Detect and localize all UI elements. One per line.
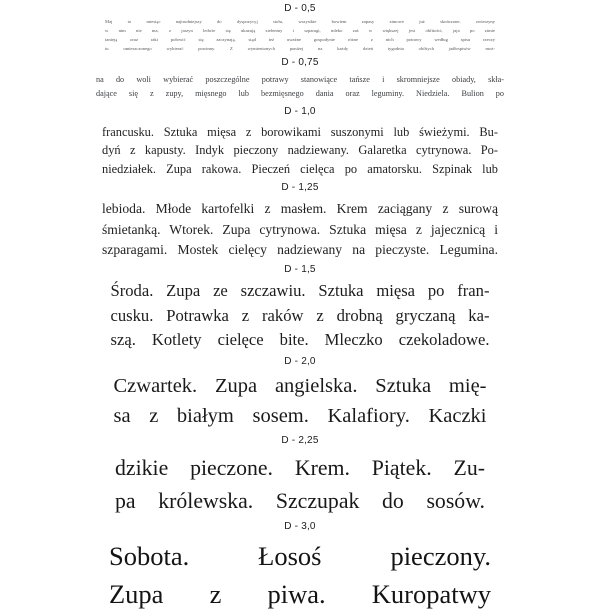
text-line: Maj to miesiąc najtrudniejszy do dyspozycyj stołu, wszystkie bowiem zapasy zimowe już skończone, zwierzyny: [105, 19, 495, 24]
scale-label-0-75: D - 0,75: [281, 56, 319, 68]
text-line: niedziałek. Zupa rakowa. Pieczeń cielęca po amatorsku. Szpinak lub: [102, 161, 498, 176]
text-line: Zupa z piwa. Kuropatwy: [109, 578, 491, 609]
text-line: Sobota. Łosoś pieczony.: [109, 540, 491, 571]
text-line: w nim nie ma, z jarzyn ledwie się ukazują zieleniny i szparagi, mleko zaś w większej jest obfitości, jaja po zimie: [105, 27, 495, 33]
body-text-2-25: [115, 452, 485, 518]
scale-label-1-5: D - 1,5: [284, 263, 316, 275]
body-text-1-0: [102, 123, 498, 179]
text-line: francusku. Sztuka mięsa z borowikami suszonymi lub świeżymi. Bu-: [102, 124, 498, 139]
text-line: tanieją oraz raki połowić się zaczynają, stąd też uważne gospodynie różne z nich potrawy według spisu rzeczy: [105, 36, 495, 42]
text-line: lebioda. Młode kartofelki z masłem. Krem zaciągany z surową: [102, 201, 498, 217]
text-line: Środa. Zupa ze szczawiu. Sztuka mięsa po fran-: [110, 280, 490, 300]
text-line: śmietanką. Wtorek. Zupa cytrynowa. Sztuka mięsa z jajecznicą i: [102, 221, 498, 237]
text-line: dające się z zupy, mięsnego lub bezmięsnego dania oraz leguminy. Niedziela. Bulion po: [96, 89, 504, 99]
text-line: szparagami. Mostek cielęcy nadziewany na pieczyste. Legumina.: [102, 242, 498, 258]
text-line: dyń z kapusty. Indyk pieczony nadziewany. Galaretka cytrynowa. Po-: [102, 143, 498, 158]
scale-label-1-25: D - 1,25: [281, 182, 319, 194]
text-line: tu umieszczonego wybierać powinny. Z wymienionych poniżej na każdy dzień tygodnia obfitych jadłospisów moż-: [105, 45, 495, 51]
body-text-2-0: [114, 371, 487, 432]
body-text-3-0: [109, 537, 491, 613]
text-line: sa z białym sosem. Kalafiory. Kaczki: [113, 405, 487, 428]
scale-label-2-25: D - 2,25: [281, 434, 319, 446]
body-text-0-5: [105, 18, 495, 54]
text-line: pa królewska. Szczupak do sosów.: [115, 488, 485, 513]
text-line: cusku. Potrawka z raków z drobną gryczaną ka-: [110, 305, 490, 325]
scale-section-1-5: [0, 261, 600, 353]
body-text-1-5: [111, 279, 490, 353]
scale-section-2-25: [0, 432, 600, 518]
scale-section-1-25: [0, 178, 600, 261]
text-line: Czwartek. Zupa angielska. Sztuka mię-: [113, 374, 487, 397]
scale-section-2-0: [0, 353, 600, 432]
scale-section-1-0: [0, 102, 600, 179]
text-line: dzikie pieczone. Krem. Piątek. Zu-: [115, 455, 485, 480]
body-text-0-75: [96, 73, 504, 102]
text-line: na do woli wybierać poszczególne potrawy stanowiące tańsze i skromniejsze obiady, skła-: [96, 74, 504, 84]
scale-label-3-0: D - 3,0: [284, 520, 316, 532]
scale-section-0-75: [0, 54, 600, 102]
scale-label-1-0: D - 1,0: [284, 105, 316, 117]
body-text-1-25: [102, 199, 498, 261]
text-line: szą. Kotlety cielęce bite. Mleczko czekoladowe.: [110, 330, 490, 350]
scale-section-0-5: [0, 0, 600, 54]
scale-label-2-0: D - 2,0: [284, 355, 316, 367]
scale-section-3-0: [0, 518, 600, 613]
scale-label-0-5: D - 0,5: [284, 3, 316, 14]
